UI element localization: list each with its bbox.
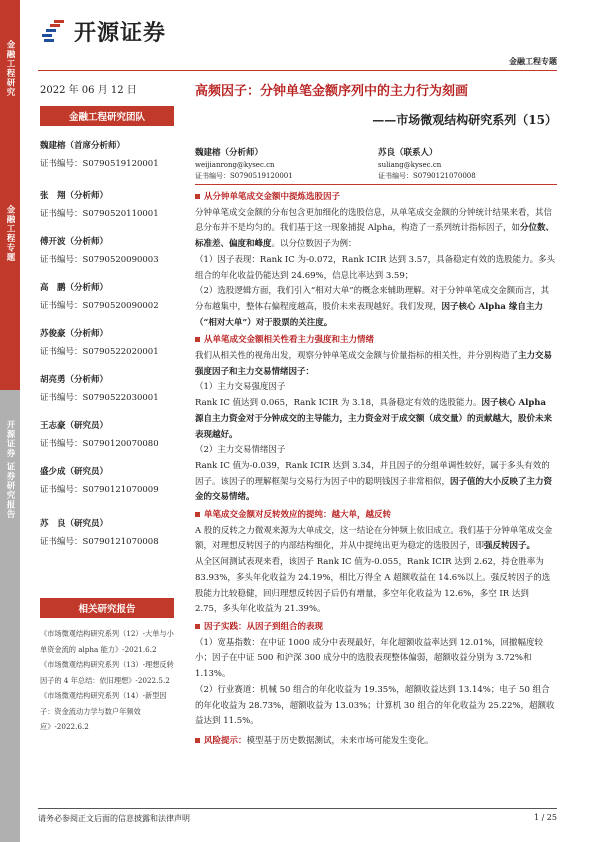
logo-icon (40, 20, 70, 44)
analyst-name: 胡亮勇（分析师） (40, 375, 109, 385)
related-item[interactable]: 《市场微观结构研究系列（13）-理想反转因子的 4 年总结：依旧理想》-2022.5.2 (40, 660, 174, 685)
analyst-item (40, 327, 180, 357)
analyst-name: 王志豪（研究员） (40, 421, 109, 431)
paragraph: 分钟单笔成交金额的分布包含更加细化的选股信息，从单笔成交金额的分钟统计结果来看，其信息分布并不是均匀的。我们基于这一现象捕捉 Alpha，构造了一系列统计指标因子，如分位数、标准差、偏度和峰度。以分位数因子为例： (195, 207, 555, 250)
analyst-item (40, 235, 180, 265)
analyst-name: 苏 良（研究员） (40, 519, 109, 529)
paragraph: Rank IC 值达到 0.065，Rank ICIR 为 3.18，具备稳定有效的选股能力。因子核心 Alpha 源自主力资金对于分钟成交的主导能力，主力资金对于成交额（成交量）的贡献越大，股价未来表现越好。 (195, 398, 553, 440)
section-heading: 单笔成交金额对反转效应的提纯：越大单，越反转 (195, 508, 557, 524)
sidebar-segment-brand (0, 390, 20, 842)
author-license: 证书编号：S0790519120001 (195, 172, 293, 180)
paragraph: （1）宽基指数：在中证 1000 成分中表现最好，年化超额收益率达到 12.01%，回撤幅度较小；因子在中证 500 和沪深 300 成分中的选股表现整体偏弱，超额收益分别为 3.72%和 1.13%。 (195, 637, 544, 680)
paragraph: （2）主力交易情绪因子 (195, 445, 286, 456)
author-block (195, 148, 293, 182)
section-heading: 从分钟单笔成交金额中提炼选股因子 (195, 190, 557, 206)
analyst-name: 盛少成（研究员） (40, 467, 109, 477)
paragraph: （1）因子表现：Rank IC 为-0.072，Rank ICIR 达到 3.57，具备稳定有效的选股能力。多头组合的年化收益仍能达到 24.69%，信息比率达到 3.59； (195, 254, 556, 281)
analyst-license: 证书编号：S0790520090002 (40, 301, 159, 311)
analyst-license: 证书编号：S0790520110001 (40, 209, 159, 219)
related-item[interactable]: 《市场微观结构研究系列（12）-大单与小单资金流的 alpha 能力》-2021.6.2 (40, 629, 174, 654)
analyst-name: 傅开波（分析师） (40, 237, 109, 247)
brand-logo (40, 16, 166, 47)
analyst-name: 张 翔（分析师） (40, 191, 109, 201)
report-title: 高频因子：分钟单笔金额序列中的主力行为刻画 (195, 84, 469, 99)
analyst-name: 高 鹏（分析师） (40, 283, 109, 293)
sidebar-label: 开源证券 证券研究报告 (5, 420, 15, 519)
analyst-license: 证书编号：S0790519120001 (40, 159, 159, 169)
analyst-license: 证书编号：S0790522030001 (40, 393, 159, 403)
analyst-license: 证书编号：S0790522020001 (40, 347, 159, 357)
page-number: 1 / 25 (533, 813, 557, 822)
author-license: 证书编号：S0790121070008 (378, 172, 476, 180)
bullet-icon (195, 194, 200, 199)
sidebar-label: 金融工程研究 (5, 40, 15, 97)
analyst-license: 证书编号：S0790121070009 (40, 485, 159, 495)
author-name: 苏良（联系人） (378, 148, 438, 158)
sidebar-segment-research (0, 0, 20, 165)
analyst-item (40, 419, 180, 449)
analyst-license: 证书编号：S0790121070008 (40, 537, 159, 547)
left-sidebar (0, 0, 20, 842)
related-list (40, 626, 180, 735)
analyst-item (40, 465, 180, 495)
authors-divider (195, 184, 557, 185)
footer-divider (38, 808, 557, 809)
author-email[interactable]: weijianrong@kysec.cn (195, 161, 275, 169)
risk-note: 风险提示：模型基于历史数据测试，未来市场可能发生变化。 (195, 734, 557, 750)
section-heading: 因子实践：从因子到组合的表现 (195, 620, 557, 636)
related-heading: 相关研究报告 (40, 598, 174, 618)
paragraph: 我们从相关性的视角出发，观察分钟单笔成交金额与价量指标的相关性，并分别构造了主力交易强度因子和主力交易情绪因子： (195, 351, 553, 377)
paragraph: 从全区间测试表现来看，该因子 Rank IC 值为-0.055，Rank ICIR 达到 2.62，持仓胜率为 83.93%，多头年化收益为 24.19%，相比万得全 A 超额收益在 14.6%以上。强反转因子的选股能力比较稳健，回归理想反转因子后仍有增量，多空年化收益为 12.6%，多空 IR 达到 2.75，多头年化收益为 21.39%。 (195, 557, 551, 615)
brand-name: 开源证券 (74, 21, 167, 46)
report-date: 2022 年 06 月 12 日 (40, 85, 137, 96)
analyst-item (40, 281, 180, 311)
analyst-name: 苏俊豪（分析师） (40, 329, 109, 339)
analyst-item (40, 139, 180, 169)
author-email[interactable]: suliang@kysec.cn (378, 161, 442, 169)
analyst-license: 证书编号：S0790520090003 (40, 255, 159, 265)
sidebar-label: 金融工程专题 (5, 205, 15, 262)
report-type: 金融工程专题 (509, 57, 557, 66)
bullet-icon (195, 512, 200, 517)
analyst-item (40, 373, 180, 403)
bullet-icon (195, 624, 200, 629)
author-block (378, 148, 476, 182)
related-item[interactable]: 《市场微观结构研究系列（14）-新型因子：资金流动力学与数户年频效应》-2022.6.2 (40, 691, 167, 731)
analyst-item (40, 189, 180, 219)
team-heading: 金融工程研究团队 (40, 106, 174, 126)
main-body (195, 190, 557, 750)
paragraph: A 股的反转之力微观来源为大单成交，这一结论在分钟频上依旧成立。我们基于分钟单笔成交金额，对理想反转因子的内部结构细化，并从中提纯出更为稳定的选股因子，即强反转因子。 (195, 525, 553, 552)
report-subtitle: ——市场微观结构研究系列（15） (372, 113, 557, 127)
author-name: 魏建榕（分析师） (195, 148, 264, 158)
analyst-item (40, 517, 180, 547)
analyst-name: 魏建榕（首席分析师） (40, 141, 126, 151)
header-divider (38, 70, 557, 71)
sidebar-segment-topic (0, 165, 20, 390)
bullet-icon (195, 337, 200, 342)
paragraph: Rank IC 值为-0.039，Rank ICIR 达到 3.34，并且因子的分组单调性较好，属于多头有效的因子。该因子的理解框架与交易行为因子中的聪明钱因子非常相似，因子值的大小反映了主力资金的交易情绪。 (195, 460, 553, 503)
paragraph: （1）主力交易强度因子 (195, 382, 286, 393)
analyst-license: 证书编号：S0790120070080 (40, 439, 159, 449)
footer-disclaimer: 请务必参阅正文后面的信息披露和法律声明 (38, 814, 190, 823)
bullet-icon (195, 738, 200, 743)
section-heading: 从单笔成交金额相关性看主力强度和主力情绪 (195, 333, 557, 349)
paragraph: （2）行业赛道：机械 50 组合的年化收益为 19.35%，超额收益达到 13.14%；电子 50 组合的年化收益为 28.73%，超额收益为 13.03%；计算机 30 组合的年化收益为 25.22%，超额收益达到 11.5%。 (195, 684, 555, 727)
paragraph: （2）选股逻辑方面，我们引入“相对大单”的概念来辅助理解。对于分钟单笔成交金额而言，其分布越集中，整体右偏程度越高，股价未来表现越好。我们发现，因子核心 Alpha 缘自主力（“相对大单”）对于股票的关注度。 (195, 286, 550, 328)
